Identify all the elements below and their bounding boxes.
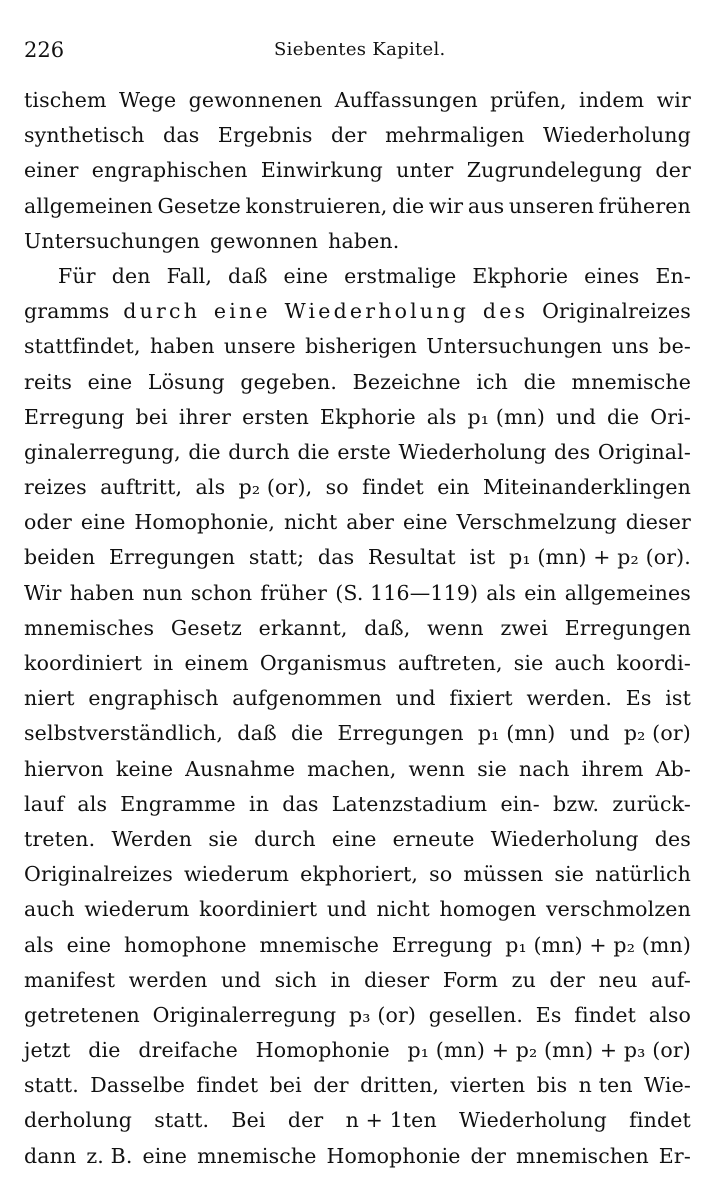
word: daß xyxy=(228,263,268,288)
word: Resultat xyxy=(368,545,456,570)
word: durch xyxy=(228,439,290,464)
text-line xyxy=(24,1073,691,1108)
word: treten. xyxy=(24,826,96,851)
word: als xyxy=(77,791,108,816)
word: eine xyxy=(142,1143,188,1168)
word: und xyxy=(395,686,436,711)
word: p₁ (mn) + p₂ (mn) xyxy=(505,932,691,957)
word: Bei xyxy=(231,1108,266,1133)
word: machen, xyxy=(307,756,397,781)
word: Er- xyxy=(658,1143,691,1168)
word: ersten xyxy=(242,404,309,429)
word: p₃ (or) xyxy=(349,1002,417,1027)
word: Ekphorie xyxy=(472,263,569,288)
text-line xyxy=(24,897,691,932)
word: eine xyxy=(283,263,329,288)
word: gegeben. xyxy=(240,369,338,394)
word: der xyxy=(313,1073,349,1098)
word: bei xyxy=(135,404,168,429)
word: p₁ (mn) + p₂ (mn) + p₃ (or) xyxy=(407,1038,691,1063)
word: das xyxy=(317,545,355,570)
word: n + 1ten xyxy=(345,1108,437,1133)
word: bis xyxy=(536,1073,568,1098)
word: erste xyxy=(337,439,391,464)
word: und xyxy=(221,967,262,992)
word: fixiert xyxy=(449,686,513,711)
word: haben xyxy=(69,580,135,605)
word: Ausnahme xyxy=(185,756,296,781)
word: koordiniert xyxy=(24,651,143,675)
word: werden xyxy=(128,967,208,992)
word: zurück- xyxy=(612,791,691,816)
word: niert xyxy=(24,686,75,711)
word: vierten xyxy=(450,1073,526,1098)
word: dieser xyxy=(625,510,691,535)
word: ein xyxy=(437,475,470,500)
text-line xyxy=(24,475,691,510)
text-line xyxy=(24,686,691,721)
word: durch xyxy=(123,299,201,324)
word: neu xyxy=(598,967,638,992)
word: früheren xyxy=(598,193,691,218)
text-line xyxy=(24,616,691,651)
word: gesellen. xyxy=(428,1002,524,1027)
word: schon xyxy=(190,580,253,605)
word: bei xyxy=(269,1073,302,1098)
text-line xyxy=(24,827,691,862)
word: Bezeichne xyxy=(352,369,461,394)
word: nicht xyxy=(283,510,338,535)
word: z. B. xyxy=(86,1143,133,1168)
word: Lösung xyxy=(147,369,225,394)
word: En- xyxy=(655,263,691,288)
word: homophone xyxy=(124,932,247,957)
word: daß, xyxy=(364,615,411,640)
word: früher xyxy=(260,580,328,605)
word: Erregungen xyxy=(108,545,236,570)
word: Originalreizes xyxy=(24,862,173,887)
word: reits xyxy=(24,369,72,394)
word: uns xyxy=(611,334,649,359)
text-line xyxy=(24,651,691,686)
word: durch xyxy=(254,826,316,851)
word: als xyxy=(426,404,457,429)
word: (S. 116—119) xyxy=(335,580,479,605)
word: Wie- xyxy=(644,1073,691,1098)
word: Wiederholung xyxy=(490,826,639,851)
word: Homophonie xyxy=(255,1038,390,1063)
word: einem xyxy=(184,651,249,675)
word: Wege xyxy=(118,88,177,112)
text-line xyxy=(24,158,691,193)
word: wiederum xyxy=(183,862,290,887)
word: des xyxy=(554,439,591,464)
word: müssen xyxy=(463,862,544,887)
word: dreifache xyxy=(138,1038,238,1063)
word: natürlich xyxy=(595,862,691,887)
word: und xyxy=(326,897,367,922)
word: Original- xyxy=(597,439,691,464)
text-line xyxy=(24,545,691,580)
word: sie xyxy=(513,651,544,675)
word: den xyxy=(111,263,151,288)
word: und xyxy=(556,404,597,429)
text-line xyxy=(24,88,691,123)
word: lauf xyxy=(24,791,65,816)
word: als xyxy=(486,580,517,605)
word: p₂ (or) xyxy=(623,721,691,746)
word: die xyxy=(297,439,330,464)
word: Gesetze xyxy=(157,193,241,218)
word: be- xyxy=(658,334,691,359)
word: koordi- xyxy=(616,651,691,675)
word: Es xyxy=(625,686,652,711)
word: Miteinanderklingen xyxy=(482,475,691,500)
word: ihrer xyxy=(178,404,232,429)
word: Organismus xyxy=(259,651,387,675)
word: Gesetz xyxy=(170,615,242,640)
word: die xyxy=(392,193,425,218)
word: unseren xyxy=(508,193,595,218)
word: homogen xyxy=(439,897,537,922)
word: Dasselbe xyxy=(90,1073,186,1098)
text-line xyxy=(24,334,691,369)
word: aber xyxy=(346,510,395,535)
word: Wiederholung xyxy=(543,123,691,148)
word: getretenen xyxy=(24,1002,140,1027)
page-header xyxy=(24,38,691,78)
text-line xyxy=(24,1038,691,1073)
word: beiden xyxy=(24,545,96,570)
word: sie xyxy=(477,756,507,781)
word: der xyxy=(549,967,586,992)
word: Verschmelzung xyxy=(456,510,617,535)
word: auftritt, xyxy=(100,475,183,500)
word: reizes xyxy=(24,475,87,500)
word: der xyxy=(470,1143,507,1168)
word: mnemischen xyxy=(516,1143,649,1168)
word: des xyxy=(654,826,691,851)
page-number: 226 xyxy=(24,38,65,62)
text-line xyxy=(24,405,691,440)
word: bzw. xyxy=(553,791,600,816)
word: tischem xyxy=(24,88,107,112)
word: als xyxy=(195,475,226,500)
word: werden. xyxy=(526,686,613,711)
word: Form xyxy=(442,967,499,992)
word: zwei xyxy=(500,615,549,640)
word: der xyxy=(331,123,367,148)
word: aufgenommen xyxy=(232,686,382,711)
text-line xyxy=(24,370,691,405)
word: stattfindet, xyxy=(24,334,141,359)
text-line xyxy=(24,510,691,545)
word: eine xyxy=(331,826,377,851)
word: Homophonie xyxy=(326,1143,461,1168)
word: des xyxy=(482,299,529,324)
word: Erregungen xyxy=(564,615,691,640)
word: statt. xyxy=(154,1108,210,1133)
word: in xyxy=(153,651,174,675)
word: derholung xyxy=(24,1108,133,1133)
word: ginalerregung, xyxy=(24,439,181,464)
word: unsere xyxy=(223,334,296,359)
word: mnemische xyxy=(197,1143,317,1168)
word: Erregung xyxy=(24,404,125,429)
text-line xyxy=(24,1108,691,1143)
word: sich xyxy=(274,967,317,992)
word: synthetisch xyxy=(24,123,145,148)
word: also xyxy=(648,1002,691,1027)
word: Ori- xyxy=(650,404,691,429)
word: indem xyxy=(579,88,645,112)
text-line xyxy=(24,968,691,1003)
word: eine xyxy=(80,510,126,535)
word: statt. xyxy=(24,1073,79,1098)
word: ich xyxy=(476,369,509,394)
word: der xyxy=(287,1108,324,1133)
text-line xyxy=(24,581,691,616)
word: eine xyxy=(87,369,133,394)
word: Für xyxy=(58,263,96,288)
word: mehrmaligen xyxy=(385,123,525,148)
text-line xyxy=(24,1003,691,1038)
word: nun xyxy=(142,580,183,605)
word: bisherigen xyxy=(305,334,417,359)
text-line xyxy=(24,1144,691,1179)
word: p₁ (mn) + p₂ (or). xyxy=(509,545,691,570)
word: haben. xyxy=(328,228,400,253)
word: eine xyxy=(402,510,448,535)
word: die xyxy=(607,404,640,429)
word: Untersuchungen xyxy=(24,228,201,253)
word: gewonnenen xyxy=(188,88,323,112)
word: Wiederholung xyxy=(284,299,470,324)
word: wiederum xyxy=(84,897,190,922)
word: Wiederholung xyxy=(459,1108,607,1133)
word: Engramme xyxy=(120,791,236,816)
word: Erregung xyxy=(391,932,493,957)
word: eine xyxy=(213,299,271,324)
word: p₁ (mn) xyxy=(477,721,556,746)
word: Originalerregung xyxy=(152,1002,337,1027)
word: nicht xyxy=(376,897,430,922)
word: wir xyxy=(428,193,464,218)
word: Wiederholung xyxy=(398,439,547,464)
word: prüfen, xyxy=(490,88,567,112)
text-line xyxy=(24,862,691,897)
word: sie xyxy=(208,826,238,851)
word: so xyxy=(429,862,453,887)
word: selbstverständlich, xyxy=(24,721,224,746)
word: Einwirkung xyxy=(260,158,383,183)
text-line xyxy=(24,933,691,968)
word: ein- xyxy=(500,791,540,816)
word: p₂ (or), xyxy=(238,475,313,500)
word: nach xyxy=(518,756,570,781)
word: Es xyxy=(535,1002,562,1027)
text-line xyxy=(24,123,691,158)
word: findet xyxy=(629,1108,691,1133)
text-line xyxy=(24,757,691,792)
word: oder xyxy=(24,510,72,535)
word: konstruieren, xyxy=(245,193,388,218)
word: allgemeinen xyxy=(24,193,153,218)
word: erkannt, xyxy=(258,615,348,640)
text-line xyxy=(24,792,691,827)
text-line xyxy=(24,194,691,229)
word: haben xyxy=(149,334,215,359)
text-line xyxy=(24,264,691,299)
word: Ergebnis xyxy=(217,123,313,148)
word: p₁ (mn) xyxy=(467,404,546,429)
word: mnemische xyxy=(571,369,691,394)
word: findet xyxy=(362,475,424,500)
text-line xyxy=(24,721,691,756)
word: ist xyxy=(469,545,496,570)
word: ekphoriert, xyxy=(300,862,419,887)
word: auch xyxy=(24,897,75,922)
word: gewonnen xyxy=(210,228,319,253)
word: zu xyxy=(511,967,536,992)
word: eines xyxy=(584,263,640,288)
word: daß xyxy=(237,721,277,746)
word: erneute xyxy=(392,826,475,851)
word: und xyxy=(569,721,610,746)
word: Latenzstadium xyxy=(331,791,488,816)
word: wenn xyxy=(408,756,466,781)
word: so xyxy=(325,475,349,500)
word: Werden xyxy=(111,826,193,851)
word: koordiniert xyxy=(199,897,318,922)
text-line xyxy=(24,440,691,475)
word: die xyxy=(88,1038,121,1063)
word: findet xyxy=(196,1073,259,1098)
word: dieser xyxy=(364,967,430,992)
text-line xyxy=(24,299,691,334)
word: dritten, xyxy=(360,1073,440,1098)
word: hiervon xyxy=(24,756,104,781)
word: die xyxy=(291,721,324,746)
word: unter xyxy=(396,158,454,183)
word: in xyxy=(249,791,270,816)
word: allgemeines xyxy=(564,580,691,605)
word: Homophonie, xyxy=(134,510,276,535)
word: aus xyxy=(467,193,505,218)
word: auftreten, xyxy=(397,651,503,675)
word: wenn xyxy=(427,615,484,640)
word: erstmalige xyxy=(344,263,457,288)
word: keine xyxy=(115,756,174,781)
word: verschmolzen xyxy=(545,897,691,922)
text-line xyxy=(24,229,691,264)
word: die xyxy=(188,439,221,464)
word: Erregungen xyxy=(337,721,464,746)
word: Auffassungen xyxy=(334,88,478,112)
word: statt; xyxy=(248,545,305,570)
word: engraphischen xyxy=(91,158,248,183)
word: der xyxy=(655,158,691,183)
word: Fall, xyxy=(166,263,213,288)
word: dann xyxy=(24,1143,77,1168)
word: wir xyxy=(656,88,691,112)
word: ihrem xyxy=(581,756,644,781)
word: manifest xyxy=(24,967,116,992)
word: sie xyxy=(554,862,585,887)
word: Wir xyxy=(24,580,62,605)
word: mnemische xyxy=(259,932,380,957)
word: engraphisch xyxy=(88,686,219,711)
word: einer xyxy=(24,158,79,183)
word: ist xyxy=(665,686,691,711)
word: ein xyxy=(524,580,557,605)
word: die xyxy=(523,369,556,394)
word: in xyxy=(330,967,351,992)
word: als xyxy=(24,932,54,957)
word: mnemisches xyxy=(24,615,155,640)
word: Untersuchungen xyxy=(426,334,603,359)
word: gramms xyxy=(24,299,110,324)
word: n ten xyxy=(578,1073,633,1098)
word: jetzt xyxy=(24,1038,71,1063)
body-text xyxy=(24,88,691,1179)
word: eine xyxy=(66,932,112,957)
word: auch xyxy=(554,651,606,675)
word: Originalreizes xyxy=(542,299,691,324)
running-title: Siebentes Kapitel. xyxy=(274,39,446,60)
word: Zugrundelegung xyxy=(466,158,643,183)
word: Ab- xyxy=(655,756,691,781)
word: findet xyxy=(574,1002,637,1027)
word: Ekphorie xyxy=(320,404,416,429)
word: auf- xyxy=(651,967,691,992)
word: das xyxy=(163,123,200,148)
word: das xyxy=(282,791,319,816)
